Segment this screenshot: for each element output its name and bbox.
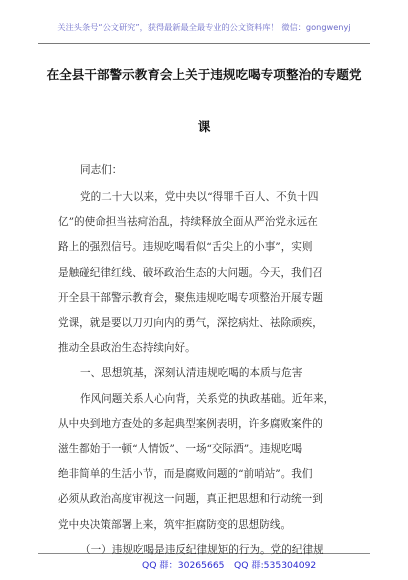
header-banner: 关注头条号“公文研究”，获得最新最全最专业的公文资料库！ 微信：gongwenyj [57, 22, 351, 32]
subsection-heading: （一）违规吃喝是违反纪律规矩的行为。党的纪律规 [80, 543, 324, 556]
footer [38, 559, 370, 573]
body-line: 党的二十大以来，党中央以“得罪千百人、不负十四 [80, 191, 319, 203]
section-heading: 一、思想筑基，深刻认清违规吃喝的本质与危害 [80, 367, 303, 380]
body-line: 必须从政治高度审视这一问题，真正把思想和行动统一到 [58, 493, 323, 506]
body-line: 党课，就是要以刀刃向内的勇气，深挖病灶、祛除顽疾， [58, 317, 323, 329]
footer-qq-group-2: QQ 群:535304092 [234, 560, 317, 571]
body-line: 作风问题关系人心向背，关系党的执政基础。近年来， [80, 392, 335, 405]
body-line: 是触碰纪律红线、破坏政治生态的大问题。今天，我们召 [58, 266, 323, 279]
body-line: 开全县干部警示教育会，聚焦违规吃喝专项整治开展专题 [58, 291, 323, 304]
body-line: 推动全县政治生态持续向好。 [58, 342, 196, 355]
document-title-line-1: 在全县干部警示教育会上关于违规吃喝专项整治的专题党 [46, 67, 362, 82]
body-line: 滋生都始于一顿“人情饭”、一场“交际酒”。违规吃喝 [58, 443, 303, 455]
body-line: 亿”的使命担当祛疴治乱，持续释放全面从严治党永远在 [58, 216, 318, 229]
body-line: 绝非简单的生活小节，而是腐败问题的“前哨站”。我们 [58, 468, 313, 481]
body-line: 路上的强烈信号。违规吃喝看似“舌尖上的小事”，实则 [58, 241, 313, 254]
footer-qq-group-1: QQ 群：30265665 [142, 560, 225, 571]
salutation: 同志们： [80, 164, 123, 176]
body-line: 党中央决策部署上来，筑牢拒腐防变的思想防线。 [58, 518, 292, 531]
document-title-line-2: 课 [197, 119, 211, 134]
header-divider [38, 43, 370, 44]
body-line: 从中央到地方查处的多起典型案例表明，许多腐败案件的 [58, 417, 323, 430]
